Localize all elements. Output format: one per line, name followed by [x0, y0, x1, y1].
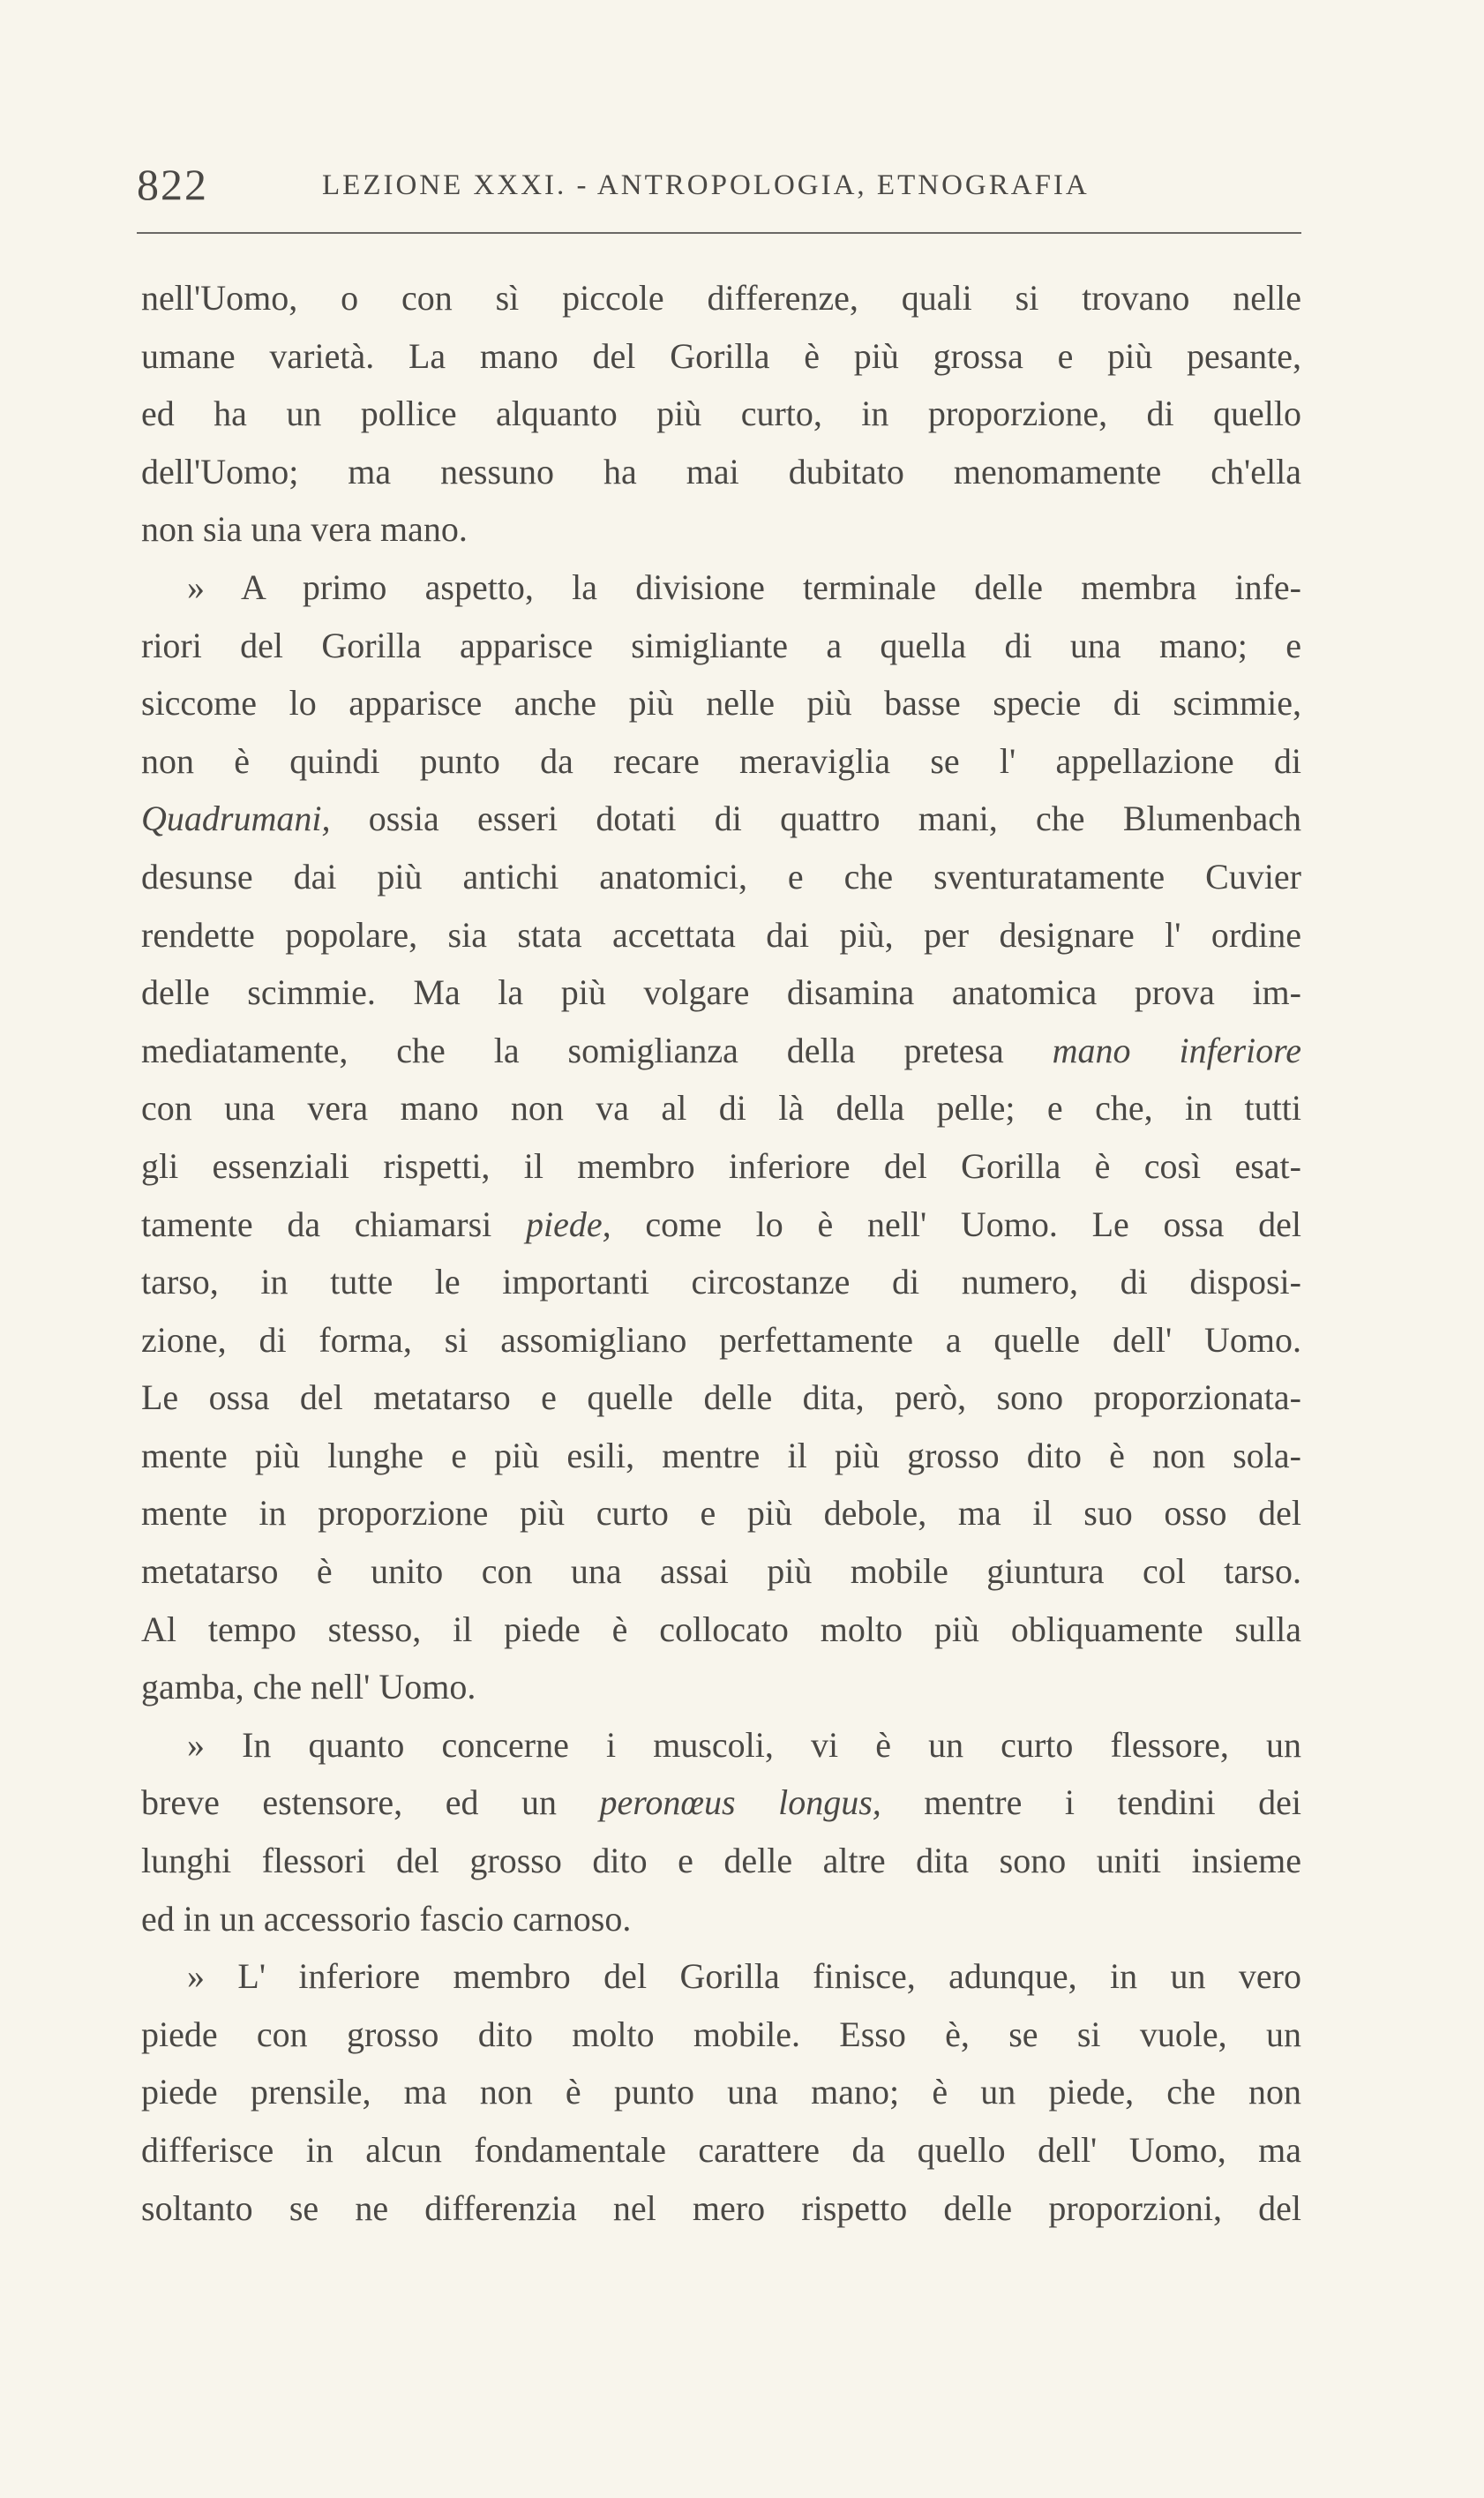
text-segment: mentre i tendini dei — [881, 1782, 1301, 1823]
text-segment: breve estensore, ed un — [141, 1782, 600, 1823]
text-line-content: non è quindi punto da recare meraviglia se l' appellazione di — [141, 740, 1301, 781]
text-line — [141, 1369, 1301, 1427]
text-line — [141, 1311, 1301, 1369]
text-line — [141, 385, 1301, 443]
text-line-content: metatarso è unito con una assai più mobile giuntura col tarso. — [141, 1551, 1301, 1592]
text-line — [141, 2006, 1301, 2064]
text-line-content: Le ossa del metatarso e quelle delle dita, però, sono proporzionata- — [141, 1377, 1301, 1418]
text-line — [141, 1484, 1301, 1542]
text-line — [141, 1542, 1301, 1601]
text-line-content: differisce in alcun fondamentale carattere da quello dell' Uomo, ma — [141, 2130, 1301, 2170]
text-line — [141, 964, 1301, 1022]
header-rule — [137, 232, 1301, 234]
text-line — [141, 1137, 1301, 1196]
text-line — [141, 732, 1301, 791]
text-line-content: tarso, in tutte le importanti circostanze di numero, di disposi- — [141, 1262, 1301, 1302]
text-segment: ossia esseri dotati di quattro mani, che Blumenbach — [330, 799, 1301, 839]
text-line — [141, 1022, 1301, 1080]
text-line-content: dell'Uomo; ma nessuno ha mai dubitato menomamente ch'ella — [141, 451, 1301, 491]
text-line-content: mente più lunghe e più esili, mentre il più grosso dito è non sola- — [141, 1435, 1301, 1475]
text-line — [141, 2063, 1301, 2121]
text-line — [141, 2179, 1301, 2238]
text-segment: mediatamente, che la somiglianza della pretesa — [141, 1030, 1053, 1070]
text-line — [141, 790, 1301, 848]
italic-term: piede, — [526, 1204, 611, 1244]
text-line — [141, 1832, 1301, 1890]
text-line-content: piede prensile, ma non è punto una mano; è un piede, che non — [141, 2072, 1301, 2112]
text-segment: come lo è nell' Uomo. Le ossa del — [611, 1204, 1301, 1244]
text-line-content — [141, 1196, 1301, 1254]
text-line-content: zione, di forma, si assomigliano perfettamente a quelle dell' Uomo. — [141, 1319, 1301, 1360]
text-line — [141, 674, 1301, 732]
text-line — [141, 617, 1301, 675]
running-title: LEZIONE XXXI. - ANTROPOLOGIA, ETNOGRAFIA — [322, 169, 1090, 201]
text-line-content — [141, 790, 1301, 848]
text-line-content: ed in un accessorio fascio carnoso. — [141, 1898, 632, 1939]
text-line-content: nell'Uomo, o con sì piccole differenze, quali si trovano nelle — [141, 278, 1301, 318]
text-line — [141, 1890, 1301, 1948]
text-line-content: non sia una vera mano. — [141, 509, 468, 550]
italic-term: Quadrumani, — [141, 799, 331, 839]
text-line — [141, 327, 1301, 386]
text-line-content: lunghi flessori del grosso dito e delle altre dita sono uniti insieme — [141, 1841, 1301, 1881]
text-line-content — [141, 1022, 1301, 1080]
text-line — [141, 1947, 1301, 2006]
text-line-content: rendette popolare, sia stata accettata dai più, per designare l' ordine — [141, 914, 1301, 955]
text-line-content: » In quanto concerne i muscoli, vi è un curto flessore, un — [187, 1724, 1301, 1765]
text-line — [141, 269, 1301, 327]
text-line-content: » A primo aspetto, la divisione terminale delle membra infe- — [187, 566, 1301, 607]
text-line-content: con una vera mano non va al di là della pelle; e che, in tutti — [141, 1088, 1301, 1129]
text-line — [141, 2121, 1301, 2179]
body-text — [141, 269, 1301, 2237]
text-line-content: siccome lo apparisce anche più nelle più basse specie di scimmie, — [141, 683, 1301, 724]
text-line — [141, 1716, 1301, 1774]
text-line — [141, 1196, 1301, 1254]
text-line-content: riori del Gorilla apparisce simigliante a quella di una mano; e — [141, 625, 1301, 665]
text-line-content — [141, 1774, 1301, 1832]
text-line-content: ed ha un pollice alquanto più curto, in proporzione, di quello — [141, 394, 1301, 434]
text-line-content: » L' inferiore membro del Gorilla finisce, adunque, in un vero — [187, 1956, 1301, 1997]
text-line-content: gli essenziali rispetti, il membro inferiore del Gorilla è così esat- — [141, 1145, 1301, 1186]
text-line-content: umane varietà. La mano del Gorilla è più grossa e più pesante, — [141, 335, 1301, 376]
italic-term: mano inferiore — [1052, 1030, 1301, 1070]
page-number: 822 — [137, 160, 208, 209]
italic-term: peronœus longus, — [599, 1782, 881, 1823]
text-line-content: gamba, che nell' Uomo. — [141, 1667, 476, 1707]
text-line-content: delle scimmie. Ma la più volgare disamina anatomica prova im- — [141, 972, 1301, 1013]
text-line-content: soltanto se ne differenzia nel mero rispetto delle proporzioni, del — [141, 2187, 1301, 2228]
text-line — [141, 500, 1301, 559]
text-line — [141, 1774, 1301, 1832]
text-line — [141, 1079, 1301, 1137]
text-line-content: piede con grosso dito molto mobile. Esso è, se si vuole, un — [141, 2014, 1301, 2054]
text-line — [141, 906, 1301, 964]
text-line-content: desunse dai più antichi anatomici, e che sventuratamente Cuvier — [141, 856, 1301, 896]
text-line-content: mente in proporzione più curto e più debole, ma il suo osso del — [141, 1493, 1301, 1534]
text-line-content: Al tempo stesso, il piede è collocato molto più obliquamente sulla — [141, 1609, 1301, 1649]
text-line — [141, 848, 1301, 906]
text-segment: tamente da chiamarsi — [141, 1204, 526, 1244]
text-line — [141, 1658, 1301, 1716]
text-line — [141, 1427, 1301, 1485]
text-line — [141, 443, 1301, 501]
text-line — [141, 559, 1301, 617]
text-line — [141, 1601, 1301, 1659]
text-line — [141, 1253, 1301, 1311]
running-head — [137, 159, 1301, 221]
